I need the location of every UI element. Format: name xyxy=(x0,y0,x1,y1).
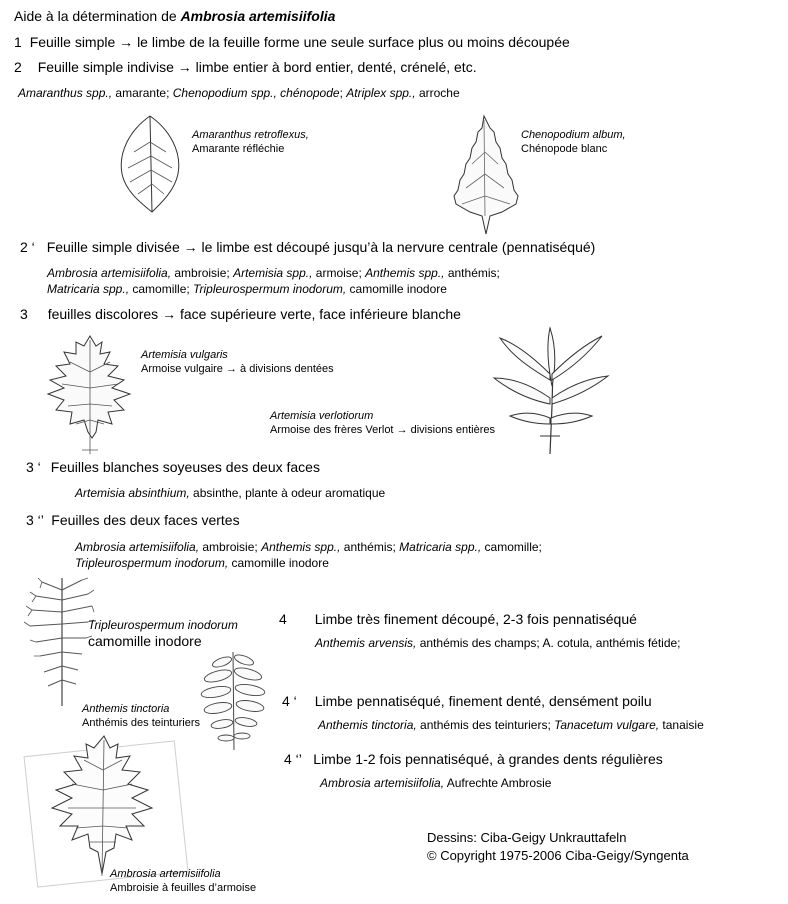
title-species: Ambrosia artemisiifolia xyxy=(180,8,336,24)
step-number: 4 ‘’ xyxy=(284,751,302,767)
step-4b-example xyxy=(318,718,704,732)
chenopodium-leaf-drawing xyxy=(448,112,522,236)
species-common: anthémis des teinturiers; xyxy=(416,718,555,732)
step-label: Feuilles des deux faces vertes xyxy=(51,512,240,528)
step-3c-examples-line2 xyxy=(75,556,329,570)
fig-ambrosia-sci: Ambrosia artemisiifolia xyxy=(110,868,221,880)
species-sci: Atriplex spp., xyxy=(346,86,416,100)
species-sci: Tripleurospermum inodorum, xyxy=(75,556,229,570)
step-3b-example xyxy=(75,486,385,500)
fig-verlotiorum-name: Armoise des frères Verlot xyxy=(270,424,394,436)
artemisia-verlotiorum-leaf-drawing xyxy=(490,326,610,456)
step-number: 1 xyxy=(14,34,22,50)
species-sci: Anthemis arvensis, xyxy=(315,636,417,650)
species-common: absinthe, plante à odeur aromatique xyxy=(189,486,386,500)
step-2b-examples-line1 xyxy=(47,266,500,280)
fig-ambrosia-common: Ambroisie à feuilles d’armoise xyxy=(110,882,257,894)
ambrosia-leaf-drawing xyxy=(28,730,178,880)
step-number: 4 ‘ xyxy=(282,693,297,709)
fig-vulgaris-sci: Artemisia vulgaris xyxy=(141,349,228,361)
fig-tinctoria-sci: Anthemis tinctoria xyxy=(82,703,170,715)
species-sci: Tanacetum vulgare, xyxy=(554,718,660,732)
species-sci: Tripleurospermum inodorum, xyxy=(193,282,347,296)
fig-vulgaris-common xyxy=(141,362,334,376)
step-label: Feuille simple xyxy=(29,34,116,50)
step-4c xyxy=(284,751,663,767)
species-common: anthémis des champs; A. cotula, anthémis fétide; xyxy=(416,636,681,650)
species-common: armoise; xyxy=(312,266,366,280)
step-3b xyxy=(26,459,320,475)
species-common: camomille; xyxy=(129,282,194,296)
species-sci: Amaranthus spp., xyxy=(18,86,113,100)
species-common: anthémis; xyxy=(340,540,400,554)
step-number: 3 xyxy=(20,306,28,322)
anthemis-tinctoria-leaf-drawing xyxy=(200,648,266,752)
species-common: amarante; xyxy=(112,86,173,100)
fig-amaranthus-sci: Amaranthus retroflexus, xyxy=(192,129,309,141)
species-common: camomille; xyxy=(481,540,542,554)
fig-tinctoria-common: Anthémis des teinturiers xyxy=(82,717,200,729)
arrow-icon: → xyxy=(162,306,177,322)
step-description: le limbe de la feuille forme une seule surface plus ou moins découpée xyxy=(137,34,570,50)
fig-tripleuro-sci: Tripleurospermum inodorum xyxy=(88,618,238,632)
species-sci: Ambrosia artemisiifolia, xyxy=(75,540,200,554)
step-description: le limbe est découpé jusqu’à la nervure centrale (pennatiséqué) xyxy=(201,239,596,255)
page-title xyxy=(14,8,335,24)
step-label: Feuille simple divisée xyxy=(46,239,180,255)
credits-line-2: © Copyright 1975-2006 Ciba-Geigy/Syngenta xyxy=(427,848,689,863)
species-common: Aufrechte Ambrosie xyxy=(444,776,552,790)
fig-chenopodium-common: Chénopode blanc xyxy=(521,143,608,155)
arrow-icon: → xyxy=(225,363,237,375)
step-2b xyxy=(20,239,595,255)
artemisia-vulgaris-leaf-drawing xyxy=(40,332,136,456)
fig-tripleuro-common: camomille inodore xyxy=(88,633,202,649)
species-sci: Ambrosia artemisiifolia, xyxy=(320,776,445,790)
step-label: Limbe pennatiséqué, finement denté, densément poilu xyxy=(314,693,652,709)
credits-line-1: Dessins: Ciba-Geigy Unkrauttafeln xyxy=(427,830,627,845)
step-1 xyxy=(14,34,570,50)
step-number: 2 ‘ xyxy=(20,239,35,255)
fig-verlotiorum-note: divisions entières xyxy=(410,424,495,436)
step-number: 3 ‘’ xyxy=(26,512,44,528)
species-common: anthémis; xyxy=(444,266,500,280)
species-common: arroche xyxy=(415,86,460,100)
step-description: face supérieure verte, face inférieure blanche xyxy=(179,306,461,322)
step-2-examples xyxy=(18,86,460,100)
step-label: Limbe 1-2 fois pennatiséqué, à grandes dents régulières xyxy=(313,751,663,767)
species-common: ambroisie; xyxy=(171,266,234,280)
species-common: camomille inodore xyxy=(346,282,447,296)
species-sci: Matricaria spp., xyxy=(47,282,130,296)
species-sci: Artemisia absinthium, xyxy=(75,486,190,500)
fig-verlotiorum-sci: Artemisia verlotiorum xyxy=(270,410,374,422)
step-label: Feuille simple indivise xyxy=(37,59,174,75)
step-2b-examples-line2 xyxy=(47,282,447,296)
step-4-example xyxy=(315,636,681,650)
fig-amaranthus-common: Amarante réfléchie xyxy=(192,143,285,155)
step-number: 2 xyxy=(14,59,22,75)
step-number: 3 ‘ xyxy=(26,459,41,475)
arrow-icon: → xyxy=(119,34,134,50)
step-number: 4 xyxy=(279,611,287,627)
arrow-icon: → xyxy=(183,239,198,255)
arrow-icon: → xyxy=(396,424,408,436)
species-sci: Chenopodium spp., chénopode xyxy=(172,86,340,100)
step-label: feuilles discolores xyxy=(47,306,159,322)
step-2 xyxy=(14,59,477,75)
arrow-icon: → xyxy=(177,59,192,75)
fig-verlotiorum-common xyxy=(270,423,495,437)
species-sci: Anthemis spp., xyxy=(365,266,445,280)
tripleurospermum-leaf-drawing xyxy=(22,576,96,708)
fig-vulgaris-name: Armoise vulgaire xyxy=(141,363,223,375)
step-label: Feuilles blanches soyeuses des deux faces xyxy=(50,459,320,475)
species-common: tanaisie xyxy=(659,718,704,732)
species-common: ambroisie; xyxy=(199,540,262,554)
species-common: ; xyxy=(339,86,347,100)
step-label: Limbe très finement découpé, 2-3 fois pennatiséqué xyxy=(314,611,637,627)
species-common: camomille inodore xyxy=(228,556,329,570)
title-prefix: Aide à la détermination de xyxy=(14,8,181,24)
step-3c-examples-line1 xyxy=(75,540,542,554)
step-4c-example xyxy=(320,776,551,790)
step-3c xyxy=(26,512,240,528)
fig-vulgaris-note: à divisions dentées xyxy=(240,363,334,375)
species-sci: Artemisia spp., xyxy=(233,266,313,280)
species-sci: Anthemis tinctoria, xyxy=(318,718,417,732)
species-sci: Anthemis spp., xyxy=(261,540,341,554)
step-3 xyxy=(20,306,461,322)
step-description: limbe entier à bord entier, denté, crénelé, etc. xyxy=(195,59,477,75)
fig-chenopodium-sci: Chenopodium album, xyxy=(521,129,626,141)
step-4 xyxy=(279,611,637,627)
step-4b xyxy=(282,693,652,709)
amaranthus-leaf-drawing xyxy=(112,112,188,216)
species-sci: Ambrosia artemisiifolia, xyxy=(47,266,172,280)
species-sci: Matricaria spp., xyxy=(399,540,482,554)
